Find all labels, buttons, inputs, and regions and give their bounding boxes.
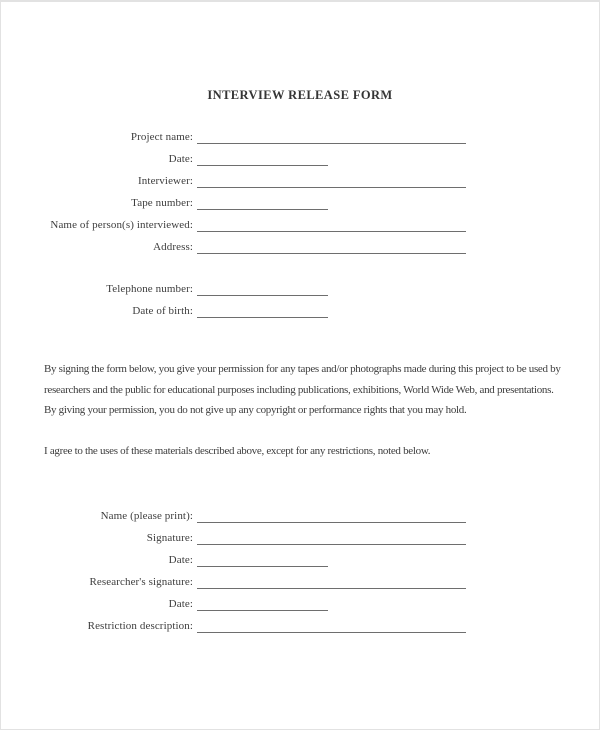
field-row-name-please-print (1, 505, 599, 527)
contact-fields-group (1, 278, 599, 322)
field-row-date (1, 148, 599, 170)
field-row-project-name (1, 126, 599, 148)
field-row-interviewer (1, 170, 599, 192)
field-row-restriction-description (1, 615, 599, 637)
date-label: Date: (168, 153, 193, 165)
date-of-birth-label: Date of birth: (132, 305, 193, 317)
researcher-date-label: Date: (168, 598, 193, 610)
tape-number-blank-line (197, 192, 328, 210)
field-row-telephone-number (1, 278, 599, 300)
permission-paragraph-line-2: researchers and the public for educational purposes including publications, exhibitions, World Wide Web, and presentations. (44, 383, 554, 396)
persons-interviewed-blank-line (197, 214, 466, 232)
project-name-label: Project name: (130, 131, 193, 143)
field-row-researcher-date (1, 593, 599, 615)
project-fields-group (1, 126, 599, 258)
signature-blank-line (197, 527, 466, 545)
field-row-persons-interviewed (1, 214, 599, 236)
name-please-print-blank-line (197, 505, 466, 523)
restriction-description-label: Restriction description: (87, 620, 193, 632)
researcher-signature-label: Researcher's signature: (89, 576, 193, 588)
signature-label: Signature: (146, 532, 193, 544)
field-row-tape-number (1, 192, 599, 214)
signature-date-label: Date: (168, 554, 193, 566)
date-blank-line (197, 148, 328, 166)
permission-paragraph-line-1: By signing the form below, you give your permission for any tapes and/or photographs made during this project to be used by (44, 363, 561, 375)
form-title: INTERVIEW RELEASE FORM (207, 88, 393, 102)
acknowledgement-text: I agree to the uses of these materials described above, except for any restrictions, noted below. (44, 444, 431, 457)
field-row-date-of-birth (1, 300, 599, 322)
address-blank-line (197, 236, 466, 254)
persons-interviewed-label: Name of person(s) interviewed: (50, 219, 193, 231)
telephone-number-label: Telephone number: (106, 283, 193, 295)
field-row-signature-date (1, 549, 599, 571)
signature-date-blank-line (197, 549, 328, 567)
signature-fields-group (1, 505, 599, 637)
interviewer-blank-line (197, 170, 466, 188)
telephone-number-blank-line (197, 278, 328, 296)
name-please-print-label: Name (please print): (100, 510, 193, 522)
date-of-birth-blank-line (197, 300, 328, 318)
interviewer-label: Interviewer: (138, 175, 193, 187)
address-label: Address: (153, 241, 193, 253)
researcher-date-blank-line (197, 593, 328, 611)
field-row-researcher-signature (1, 571, 599, 593)
tape-number-label: Tape number: (131, 197, 193, 209)
permission-paragraph (44, 359, 599, 421)
permission-paragraph-line-3: By giving your permission, you do not give up any copyright or performance rights that you may hold. (44, 404, 467, 416)
restriction-description-blank-line (197, 615, 466, 633)
field-row-address (1, 236, 599, 258)
project-name-blank-line (197, 126, 466, 144)
field-row-signature (1, 527, 599, 549)
researcher-signature-blank-line (197, 571, 466, 589)
